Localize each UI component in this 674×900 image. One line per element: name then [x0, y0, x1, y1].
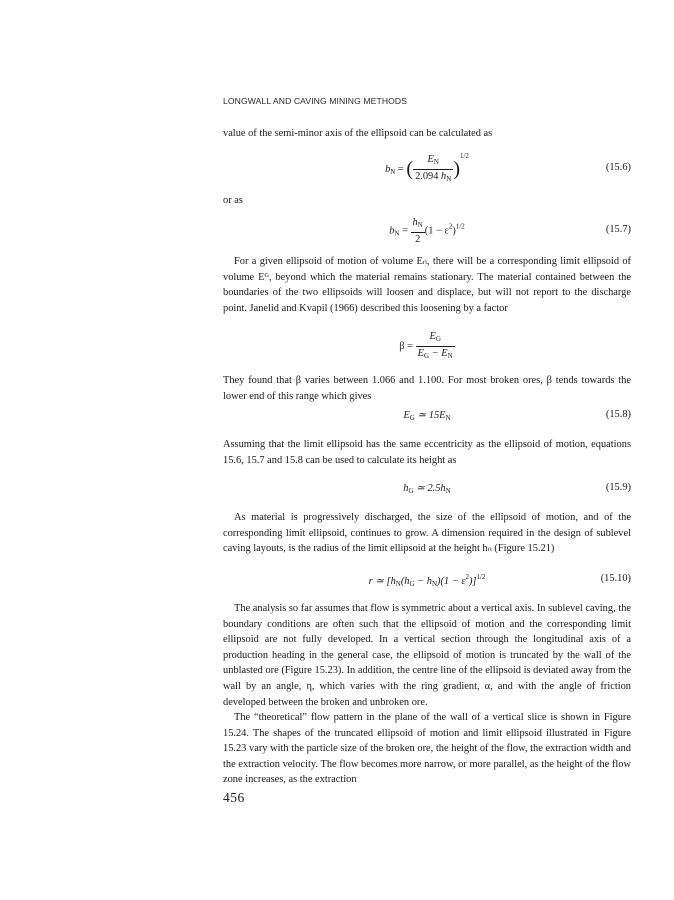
paragraph-6: As material is progressively discharged, the size of the ellipsoid of motion, and of the corresponding limit ellipsoid, continues to grow. A dimension required in the design of sublevel caving layouts, is the radius of the limit ellipsoid at the height hₙ (Figure 15.21) [223, 512, 631, 555]
equation-number: (15.6) [605, 162, 631, 173]
paragraph-8: The “theoretical” flow pattern in the plane of the wall of a vertical slice is shown in Figure 15.24. The shapes of the truncated ellipsoid of motion and limit ellipsoid illustrated in Figure 15.23 vary with the particle size of the broken ore, the height of the flow, the extraction width and the extraction velocity. The flow becomes more narrow, or more parallel, as the height of the flow zone increases, as the extraction [223, 712, 631, 786]
running-header: LONGWALL AND CAVING MINING METHODS [223, 96, 408, 106]
equation-number: (15.7) [605, 224, 631, 235]
equation-15-6: $b_N$ = ( $\frac{E_N}{2.094 h_N}$ )$^{1/2}$ (15.6) [385, 152, 631, 184]
equation-number: (15.10) [600, 573, 631, 584]
equation-number: (15.9) [605, 482, 631, 493]
equation-15-8: $E_G$ ≃ $15E_N$ (15.8) [403, 409, 631, 422]
paragraph-4: They found that β varies between 1.066 and 1.100. For most broken ores, β tends towards the lower end of this range which gives [223, 375, 631, 402]
equation-15-7: $b_N$ = $\frac{h_N}{2}$ $(1 - \varepsilon^2)^{1/2}$ (15.7) [389, 217, 631, 245]
equation-15-9: $h_G$ ≃ $2.5h_N$ (15.9) [403, 482, 631, 495]
equation-15-10: r ≃ $[h_N(h_G - h_N)(1 - \varepsilon^2)]^{1/2}$ (15.10) [368, 573, 631, 588]
paragraph-1: value of the semi-minor axis of the ellipsoid can be calculated as [223, 128, 493, 139]
page-number: 456 [223, 790, 245, 805]
paragraph-5: Assuming that the limit ellipsoid has the same eccentricity as the ellipsoid of motion, equations 15.6, 15.7 and 15.8 can be used to calculate its height as [223, 439, 631, 466]
equation-beta: β = $\frac{E_G}{E_G - E_N}$ [399, 331, 453, 360]
paragraph-3: For a given ellipsoid of motion of volume Eₙ, there will be a corresponding limit ellipsoid of volume Eᴳ, beyond which the material remains stationary. The material contained between the boundaries of the two ellipsoids will loosen and displace, but will not report to the discharge point. Janelid and Kvapil (1966) described this loosening by a factor [223, 256, 631, 314]
paragraph-2: or as [223, 195, 243, 206]
paragraph-7: The analysis so far assumes that flow is symmetric about a vertical axis. In sublevel caving, the boundary conditions are often such that the ellipsoid of motion and the corresponding limit ellipsoid are not fully developed. In a vertical section through the longitudinal axis of a production heading in the general case, the ellipsoid of motion is truncated by the wall of the unblasted ore (Figure 15.23). In addition, the centre line of the ellipsoid is deviated away from the wall by an angle, η, which varies with the ring gradient, α, and with the angle of friction developed between the broken and unbroken ore. [223, 603, 631, 708]
equation-number: (15.8) [605, 409, 631, 420]
